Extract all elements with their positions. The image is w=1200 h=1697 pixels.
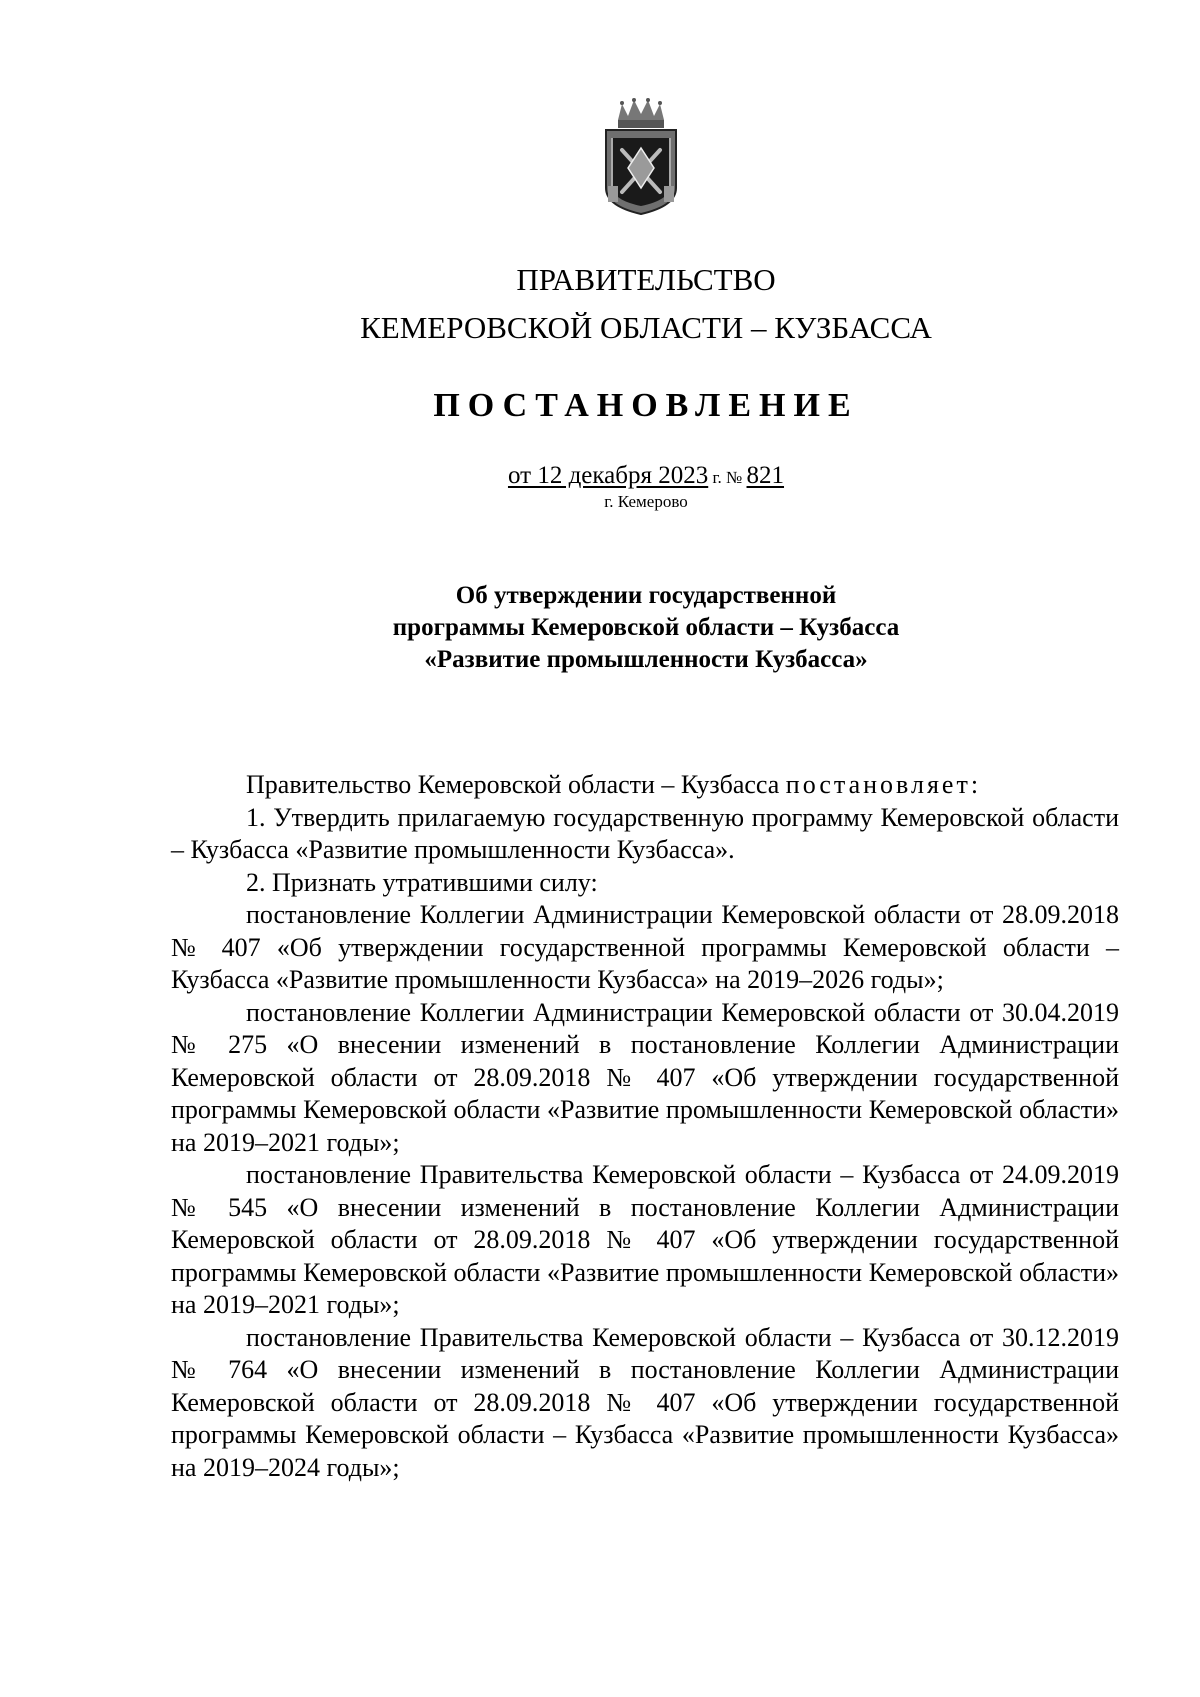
decree-date: от 12 декабря 2023 <box>507 462 709 489</box>
government-name-line2: КЕМЕРОВСКОЙ ОБЛАСТИ – КУЗБАССА <box>360 310 932 345</box>
year-mark: г. <box>708 468 727 487</box>
decree-number: 821 <box>746 462 785 489</box>
intro-verb: постановляет <box>785 770 971 799</box>
paragraph-3: постановление Коллегии Администрации Кемеровской области от 28.09.2018 № 407 «Об утверждении государственной программы Кемеровской области – Кузбасса «Развитие промышленности Кузбасса» на 2019–2026 годы»; <box>171 900 1119 994</box>
paragraph-5: постановление Правительства Кемеровской области – Кузбасса от 24.09.2019 № 545 «О внесении изменений в постановление Коллегии Администрации Кемеровской области от 28.09.2018 № 407 «Об утверждении государственной программы Кемеровской области «Развитие промышленности Кемеровской области» на 2019–2021 годы»; <box>171 1160 1119 1319</box>
paragraph-2: 2. Признать утратившими силу: <box>246 867 598 897</box>
paragraph-6: постановление Правительства Кемеровской области – Кузбасса от 30.12.2019 № 764 «О внесении изменений в постановление Коллегии Администрации Кемеровской области от 28.09.2018 № 407 «Об утверждении государственной программы Кемеровской области – Кузбасса «Развитие промышленности Кузбасса» на 2019–2024 годы»; <box>171 1322 1119 1482</box>
government-name-line1: ПРАВИТЕЛЬСТВО <box>516 262 776 297</box>
subject-line1: Об утверждении государственной <box>455 582 837 609</box>
decree-body <box>171 769 1119 1484</box>
intro-colon: : <box>970 770 979 799</box>
paragraph-4: постановление Коллегии Администрации Кемеровской области от 30.04.2019 № 275 «О внесении изменений в постановление Коллегии Администрации Кемеровской области от 28.09.2018 № 407 «Об утверждении государственной программы Кемеровской области «Развитие промышленности Кемеровской области» на 2019–2021 годы»; <box>171 997 1119 1157</box>
coat-of-arms-icon <box>598 98 684 216</box>
intro-paragraph <box>171 769 1119 802</box>
decree-date-line <box>0 462 1200 490</box>
decree-city: г. Кемерово <box>604 492 688 511</box>
intro-text: Правительство Кемеровской области – Кузбасса <box>246 770 786 799</box>
number-mark: № <box>726 468 747 487</box>
decree-title: ПОСТАНОВЛЕНИЕ <box>433 387 859 424</box>
paragraph-1: 1. Утвердить прилагаемую государственную программу Кемеровской области – Кузбасса «Развитие промышленности Кузбасса». <box>171 802 1119 864</box>
subject-line3: «Развитие промышленности Кузбасса» <box>424 646 868 673</box>
decree-subject <box>0 580 1200 676</box>
subject-line2: программы Кемеровской области – Кузбасса <box>392 614 900 641</box>
